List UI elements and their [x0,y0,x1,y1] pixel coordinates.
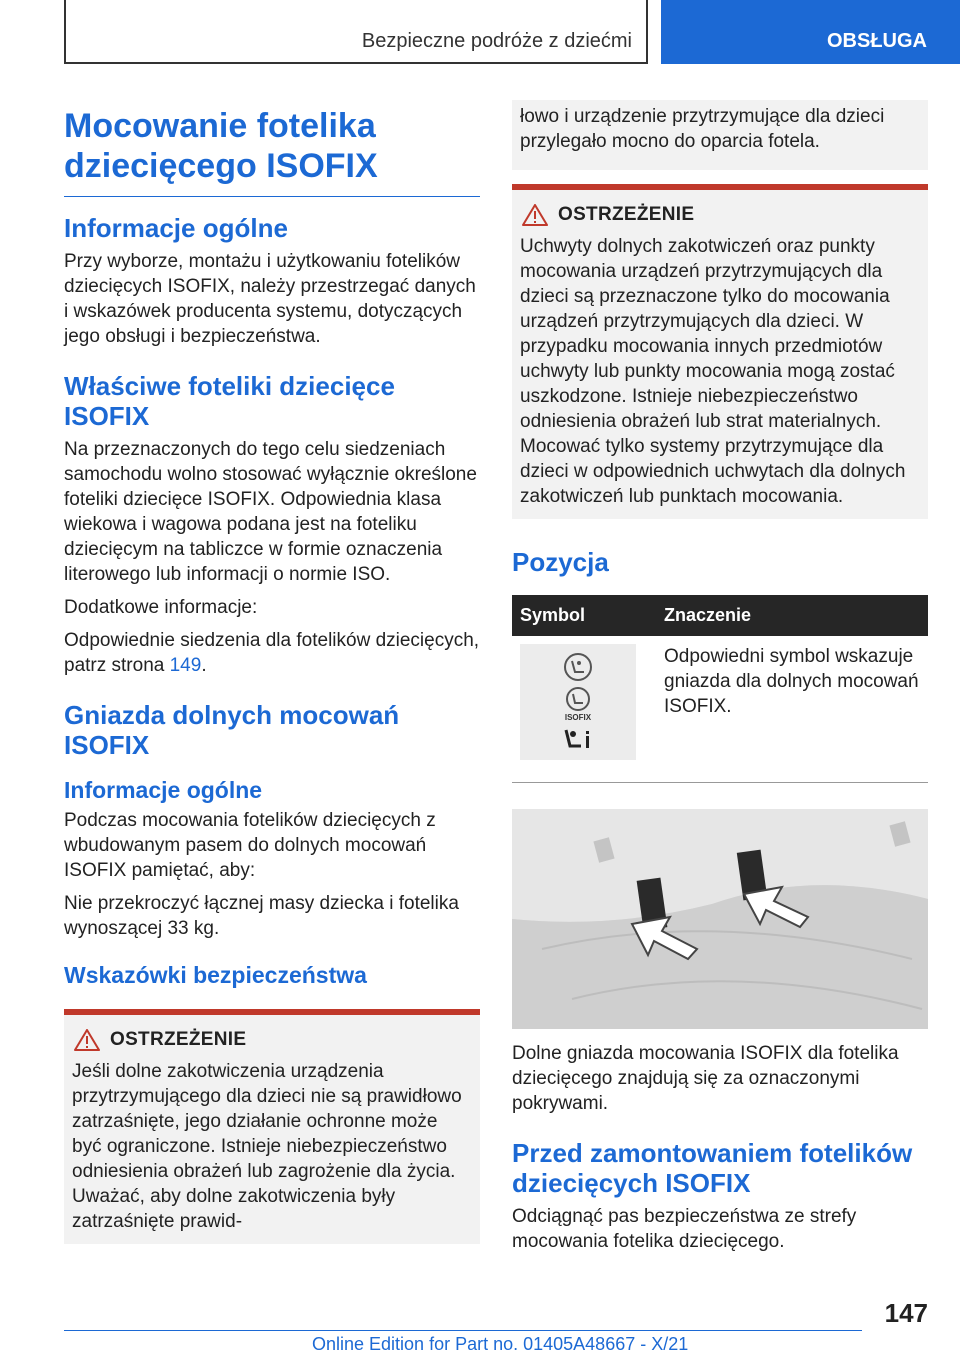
warning-title: OSTRZEŻENIE [110,1029,247,1050]
symbol-cell [512,636,656,772]
warning-header [520,204,920,226]
warning-continuation-box [512,100,928,170]
column-header-symbol: Symbol [512,595,656,636]
paragraph-more-info: Dodatkowe informacje: [64,597,258,618]
paragraph-general-info: Przy wyborze, montażu i użytkowaniu fotelików dziecięcych ISOFIX, należy przestrzegać danych i wskazówek producenta systemu, dotyczących jego obsługi i bezpieczeństwa. [64,251,476,347]
heading-lower-anchors: Gniazda dolnych mocowań ISOFIX [64,700,400,760]
heading-before-installation: Przed zamontowaniem fotelików dziecięcych ISOFIX [512,1138,913,1198]
heading-general-info: Informacje ogólne [64,213,288,243]
header-section-title: Bezpieczne podróże z dziećmi [361,30,632,52]
page-title [64,106,480,186]
isofix-label-icon [561,686,595,722]
footer-edition: Online Edition for Part no. 01405A48667 - X/21 [312,1334,689,1354]
title-divider [64,196,480,197]
left-column [64,100,480,1244]
right-column [512,100,928,1262]
warning-header [72,1029,472,1051]
heading-position: Pozycja [512,547,609,577]
photo-caption: Dolne gniazda mocowania ISOFIX dla fotelika dziecięcego znajdują się za oznaczonymi pokrywami. [512,1043,899,1114]
paragraph-before-installation: Odciągnąć pas bezpieczeństwa ze strefy mocowania fotelika dziecięcego. [512,1206,857,1252]
section-divider [512,782,928,783]
table-row [512,636,928,772]
subheading-safety-notes: Wskazówki bezpieczeństwa [64,962,367,988]
heading-proper-seats: Właściwe foteliki dziecięce ISOFIX [64,371,395,431]
page-link-149[interactable]: 149 [169,655,202,676]
rear-seat-anchor-photo [512,809,928,1029]
isofix-icon-text: ISOFIX [564,713,592,722]
warning-triangle-icon [522,204,548,226]
header-section-box [64,0,648,64]
page-title-line1: Mocowanie fotelika [64,107,376,145]
page-number: 147 [884,1298,928,1328]
child-seat-info-icon [563,726,593,752]
warning-box-2 [512,184,928,519]
warning-box-1 [64,1009,480,1244]
header-chapter-tab[interactable]: OBSŁUGA [661,0,960,64]
page-title-line2: dziecięcego ISOFIX [64,147,378,185]
column-header-meaning: Znaczenie [656,595,928,636]
paragraph-proper-seats: Na przeznaczonych do tego celu siedzeniach samochodu wolno stosować wyłącznie określone foteliki dziecięce ISOFIX. Odpowiednia klasa wiekowa i wagowa podana jest na foteliku dziecięcym na tabliczce w formie oznaczenia literowego lub informacji o normie ISO. [64,439,477,585]
reference-end: . [201,655,207,676]
paragraph-weight-limit: Nie przekroczyć łącznej masy dziecka i fotelika wynoszącej 33 kg. [64,893,459,939]
paragraph-page-reference [64,628,480,678]
reference-text: Odpowiednie siedzenia dla fotelików dziecięcych, patrz strona [64,630,480,676]
warning-text: Uchwyty dolnych zakotwiczeń oraz punkty mocowania urządzeń przytrzymujących dla dzieci są przeznaczone tylko do mocowania urządzeń przytrzymujących dla dzieci. W przypadku mocowania innych przedmiotów uchwyty lub punkty mocowania mogą zostać uszkodzone. Istnieje niebezpieczeństwo odniesienia obrażeń lub strat materialnych. Mocować tylko systemy przytrzymujące dla dzieci w odpowiednich uchwytach dla dolnych zakotwiczeń lub punktach mocowania. [520,236,906,507]
subheading-general-info: Informacje ogólne [64,777,263,803]
warning-text: Jeśli dolne zakotwiczenia urządzenia przytrzymującego dla dzieci nie są prawidłowo zatrzaśnięte, jego działanie ochronne może być ograniczone. Istnieje niebezpieczeństwo odniesienia obrażeń lub zagrożenie dla życia. Uważać, aby dolne zakotwiczenia były zatrzaśnięte prawid- [72,1061,462,1232]
isofix-symbols [520,644,636,760]
symbol-table [512,595,928,772]
child-seat-icon [563,652,593,682]
warning-continuation-text: łowo i urządzenie przytrzymujące dla dzieci przylegało mocno do oparcia fotela. [520,106,885,152]
warning-title: OSTRZEŻENIE [558,204,695,225]
footer-divider [64,1330,862,1331]
paragraph-lower-anchors: Podczas mocowania fotelików dziecięcych z wbudowanym pasem do dolnych mocowań ISOFIX pamiętać, aby: [64,810,436,881]
table-header-row [512,595,928,636]
warning-triangle-icon [74,1029,100,1051]
meaning-cell: Odpowiedni symbol wskazuje gniazda dla dolnych mocowań ISOFIX. [664,646,919,717]
